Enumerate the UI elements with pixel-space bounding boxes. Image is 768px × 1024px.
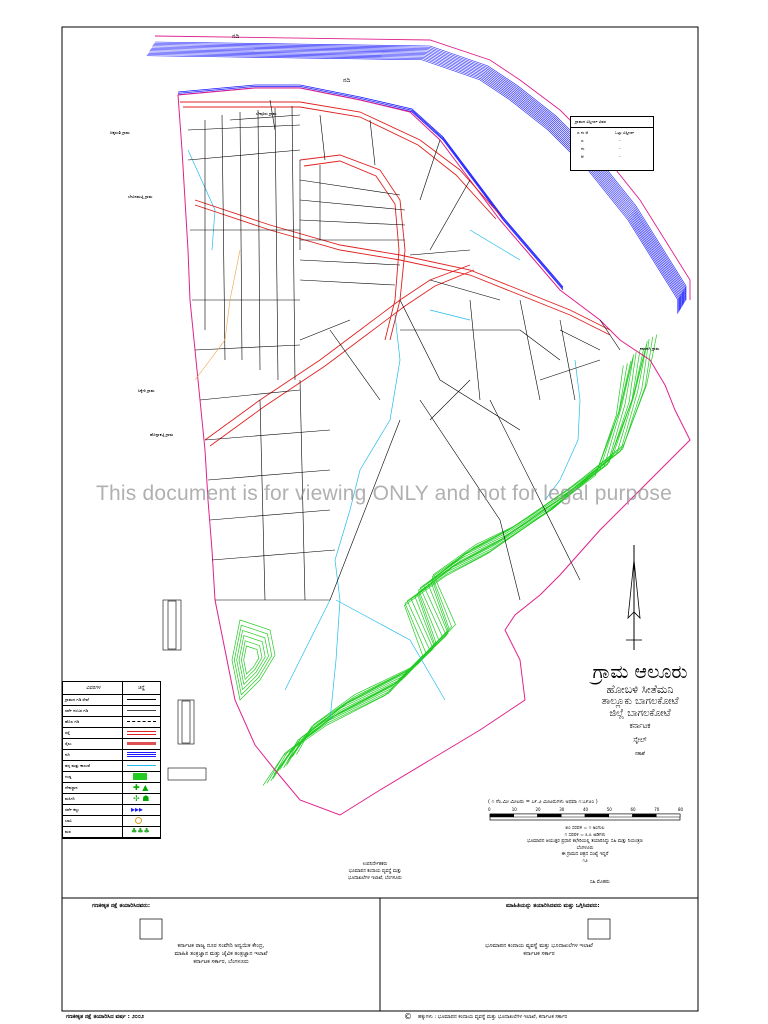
- scale-segment: [538, 814, 562, 817]
- state-name: ಕರ್ನಾಟಕ: [629, 722, 651, 731]
- river-label: ನದಿ: [232, 33, 240, 40]
- district-name: ಜಿಲ್ಲೆ ಬಾಗಲಕೋಟೆ: [609, 707, 671, 719]
- legend-row: [63, 717, 160, 728]
- neighbor-top: ಬೇವೂರು ಗ್ರಾಮ: [256, 111, 277, 116]
- footer-left-line: ಕರ್ನಾಟಕ ಸರ್ಕಾರ, ಬೆಂಗಳೂರು: [193, 958, 249, 965]
- scale-tick: 20: [535, 807, 541, 812]
- village-name: ಗ್ರಾಮ ಆಲೂರು: [592, 661, 688, 683]
- area-row-value: -: [619, 138, 621, 143]
- legend-label: ಸರ್ವೆ ಕಲ್ಲು: [63, 805, 123, 815]
- legend-label: ಗ್ರಾಮದ ಗಡಿ ರೇಖೆ: [63, 695, 123, 705]
- scale-segment: [585, 814, 609, 817]
- scale-note: ೧ ಸರಪಳಿ = ೩.೩ ಅಡಿಗಳು: [564, 832, 606, 838]
- legend-symbol-line-dash: [123, 717, 160, 727]
- scale-segment: [609, 814, 633, 817]
- scale-note: ೫೦ ಸರಪಳಿ = ೧ ಅಂಗುಲ: [565, 826, 605, 831]
- scale-tick: 60: [630, 807, 636, 812]
- legend-row: [63, 772, 160, 783]
- legend-label: ಹಳ್ಳ ಮತ್ತು ಕಾಲುವೆ: [63, 761, 123, 771]
- legend-header-right: ಚಿನ್ಹೆ: [137, 685, 146, 691]
- river: [147, 42, 686, 314]
- watermark-text: This document is for viewing ONLY and not for legal purpose: [96, 482, 672, 505]
- legend-row: [63, 728, 160, 739]
- legend-label: ದೇವಸ್ಥಾನ: [63, 783, 123, 793]
- legend-row: [63, 761, 160, 772]
- scale-tick: 30: [559, 807, 565, 812]
- copyright-icon: ©: [404, 1012, 412, 1021]
- legend-label: ರಸ್ತೆ: [63, 728, 123, 738]
- hobli-name: ಹೋಬಳಿ ಸೀತೆಮನಿ: [606, 682, 674, 696]
- river-label-2: ನದಿ: [343, 77, 351, 84]
- scale-note: ೧೨: [582, 858, 588, 864]
- neighbor-west-2: ಬೇವಿನಮಟ್ಟಿ ಗ್ರಾಮ: [128, 194, 153, 199]
- neighbor-west-3: ಸಿಕ್ಕೇರಿ ಗ್ರಾಮ: [138, 388, 155, 393]
- footer-left-line: ಕರ್ನಾಟಕ ರಾಜ್ಯ ದೂರ ಸಂವೇದಿ ಅನ್ವಯಿಕ ಕೇಂದ್ರ,: [177, 943, 265, 949]
- taluk-name: ತಾಲ್ಲೂಕು ಬಾಗಲಕೋಟೆ: [601, 696, 679, 708]
- area-table: [570, 116, 654, 171]
- legend-symbol-mosque: ✢ ☗: [133, 794, 150, 803]
- footer-right-title: ಮಾಹಿತಿಯನ್ನು ತಯಾರಿಸಿದವರು ಮತ್ತು ಒಗ್ಗಿಸಿದವರು:: [506, 903, 600, 909]
- scale-tick: 50: [606, 807, 612, 812]
- signature-center: [320, 862, 430, 882]
- scale-tick: 10: [511, 807, 517, 812]
- neighbor-west-4: ಹೊನ್ನಾಕಟ್ಟಿ ಗ್ರಾಮ: [150, 432, 174, 437]
- bottom-right-text: ಹಕ್ಕುಗಳು : ಭೂಮಾಪನ ಕಂದಾಯ ವ್ಯವಸ್ಥೆ ಮತ್ತು ಭೂದಾಖಲೆಗಳ ಇಲಾಖೆ, ಕರ್ನಾಟಕ ಸರ್ಕಾರ: [418, 1014, 568, 1020]
- area-row-value: -: [619, 154, 621, 159]
- legend: [62, 681, 161, 839]
- scale-segment: [514, 814, 538, 817]
- signature-line: ಭೂದಾಖಲೆಗಳ ಇಲಾಖೆ, ಬೆಂಗಳೂರು: [348, 875, 402, 881]
- title-block: [556, 662, 724, 757]
- legend-row: [63, 706, 160, 717]
- survey-parcels: [188, 100, 620, 600]
- map-label: ನಕಾಶೆ: [635, 750, 645, 757]
- neighbor-west-1: ಚಿಕ್ಕಸಂಶಿ ಗ್ರಾಮ: [110, 130, 130, 135]
- legend-row: [63, 750, 160, 761]
- cart-track: [195, 250, 240, 380]
- legend-symbol-circle: [123, 816, 160, 826]
- scale-segment: [656, 814, 680, 817]
- footer-right-line: ಕರ್ನಾಟಕ ಸರ್ಕಾರ: [523, 950, 555, 957]
- legend-row: [63, 739, 160, 750]
- area-col1: ಎ ಗು ಆ: [577, 130, 589, 135]
- scale-segment: [490, 814, 514, 817]
- seal-box-left: [140, 919, 162, 939]
- legend-row: [63, 783, 160, 794]
- legend-symbol-green: [123, 772, 160, 782]
- legend-label: ನದಿ: [63, 750, 123, 760]
- roads: [180, 102, 610, 446]
- area-row-value: -: [619, 146, 621, 151]
- signature-line: ಉಪನಿರ್ದೇಶಕರು: [362, 862, 388, 867]
- scale-tick: 80: [678, 807, 684, 812]
- legend-label: ಬಾವಿ: [63, 816, 123, 826]
- legend-symbol-line-blue: [123, 761, 160, 771]
- scale-bar: [490, 814, 680, 820]
- scale-tick: 70: [654, 807, 660, 812]
- signature-line: ಭೂಮಾಪನ ಕಂದಾಯ ವ್ಯವಸ್ಥೆ ಮತ್ತು: [348, 868, 402, 874]
- scale-notes: [490, 826, 680, 865]
- inset-plots: [163, 600, 206, 780]
- legend-label: ಸರ್ವೆ ನಂಬರ ಗಡಿ: [63, 706, 123, 716]
- scale-tick: 0: [488, 807, 491, 812]
- legend-row: [63, 827, 160, 838]
- bottom-left-text: ಗಣಕೀಕೃತ ನಕ್ಷೆ ತಯಾರಿಸಿದ ವರ್ಷ : ೨೦೦೨: [66, 1014, 145, 1020]
- legend-label: ಗುಡ್ಡ: [63, 772, 123, 782]
- legend-row: [63, 794, 160, 805]
- legend-symbol-cross: ✚ ▲: [133, 783, 149, 792]
- footer-left-line: ಮಾಹಿತಿ ತಂತ್ರಜ್ಞಾನ ಮತ್ತು ಜೈವಿಕ ತಂತ್ರಜ್ಞಾನ ಇಲಾಖೆ: [174, 950, 268, 957]
- legend-symbol-arrow-blue: ▸▸▸: [131, 805, 144, 814]
- signature-right: ಸಹಿ ಮೊಹರು: [590, 880, 610, 885]
- scale-tick: 40: [583, 807, 589, 812]
- footer-left-body: [62, 943, 380, 967]
- legend-row: [63, 816, 160, 827]
- area-row-label: ಗು: [581, 146, 585, 151]
- legend-symbol-trees: ♣♣♣: [131, 827, 150, 835]
- legend-symbol-line-black: [123, 695, 160, 705]
- legend-row: [63, 805, 160, 816]
- legend-header-left: ವಿವರಗಳ: [63, 682, 123, 694]
- legend-symbol-line-double: [123, 728, 160, 738]
- footer-left-title: ಗಣಕೀಕೃತ ನಕ್ಷೆ ತಯಾರಿಸಿದವರು:: [92, 903, 151, 909]
- legend-label: ಮರ: [63, 827, 123, 837]
- legend-label: ರೈಲು: [63, 739, 123, 749]
- legend-row: [63, 695, 160, 706]
- legend-label: ಮಸೀದಿ: [63, 794, 123, 804]
- legend-symbol-line-red: [123, 739, 160, 749]
- scale-note: ಈ ಗ್ರಾಮದ ಚಿತ್ರದ ಸಂಖ್ಯೆ ಇದ್ದರೆ: [561, 852, 609, 858]
- area-row-label: ಎ: [581, 138, 584, 143]
- seal-box-right: [588, 919, 610, 939]
- north-arrow-icon: [626, 545, 642, 650]
- village-river-edge: [178, 85, 563, 290]
- legend-symbol-line-thin: [123, 706, 160, 716]
- legend-label: ಹೊಲ ಗಡಿ: [63, 717, 123, 727]
- area-table-title: ಗ್ರಾಮದ ವಿಸ್ತೀರ್ಣ ವಿವರ: [571, 117, 653, 128]
- area-row-label: ಆ: [581, 154, 584, 159]
- footer-right-line: ಭೂಮಾಪನ ಕಂದಾಯ ವ್ಯವಸ್ಥೆ ಮತ್ತು ಭೂದಾಖಲೆಗಳ ಇಲಾಖೆ: [485, 943, 593, 949]
- scale-segment: [633, 814, 657, 817]
- scale-word: ಸ್ಕೇಲ್: [633, 735, 647, 744]
- legend-symbol-line-blue-band: [123, 750, 160, 760]
- scale-segment: [561, 814, 585, 817]
- scale-caption: ( ೧ ಸೆಂ.ಮೀ ಮೀಟರು = ೭೯.೨ ಮೀಟರುಗಳು ಅಥವಾ ೧:೭೯೨೦ ): [488, 799, 598, 805]
- scale-note: ಭೂಮಾಪನ ಆಯುಕ್ತರ ಪ್ರಧಾನ ಕಛೇರಿಯಲ್ಲಿ ತಯಾರಿಸಿದ್ದು ಸಹಿ ಮತ್ತು ನಿಯಂತ್ರಣ: [527, 839, 643, 845]
- neighbor-east-1: ಕಲಾದಗಿ ಗ್ರಾಮ: [640, 346, 660, 351]
- footer-right-body: [380, 943, 698, 959]
- area-col2: ಒಟ್ಟು ವಿಸ್ತೀರ್ಣ: [615, 130, 635, 135]
- scale-note: ಬೆಂಗಳೂರು: [576, 845, 594, 851]
- streams: [188, 150, 580, 720]
